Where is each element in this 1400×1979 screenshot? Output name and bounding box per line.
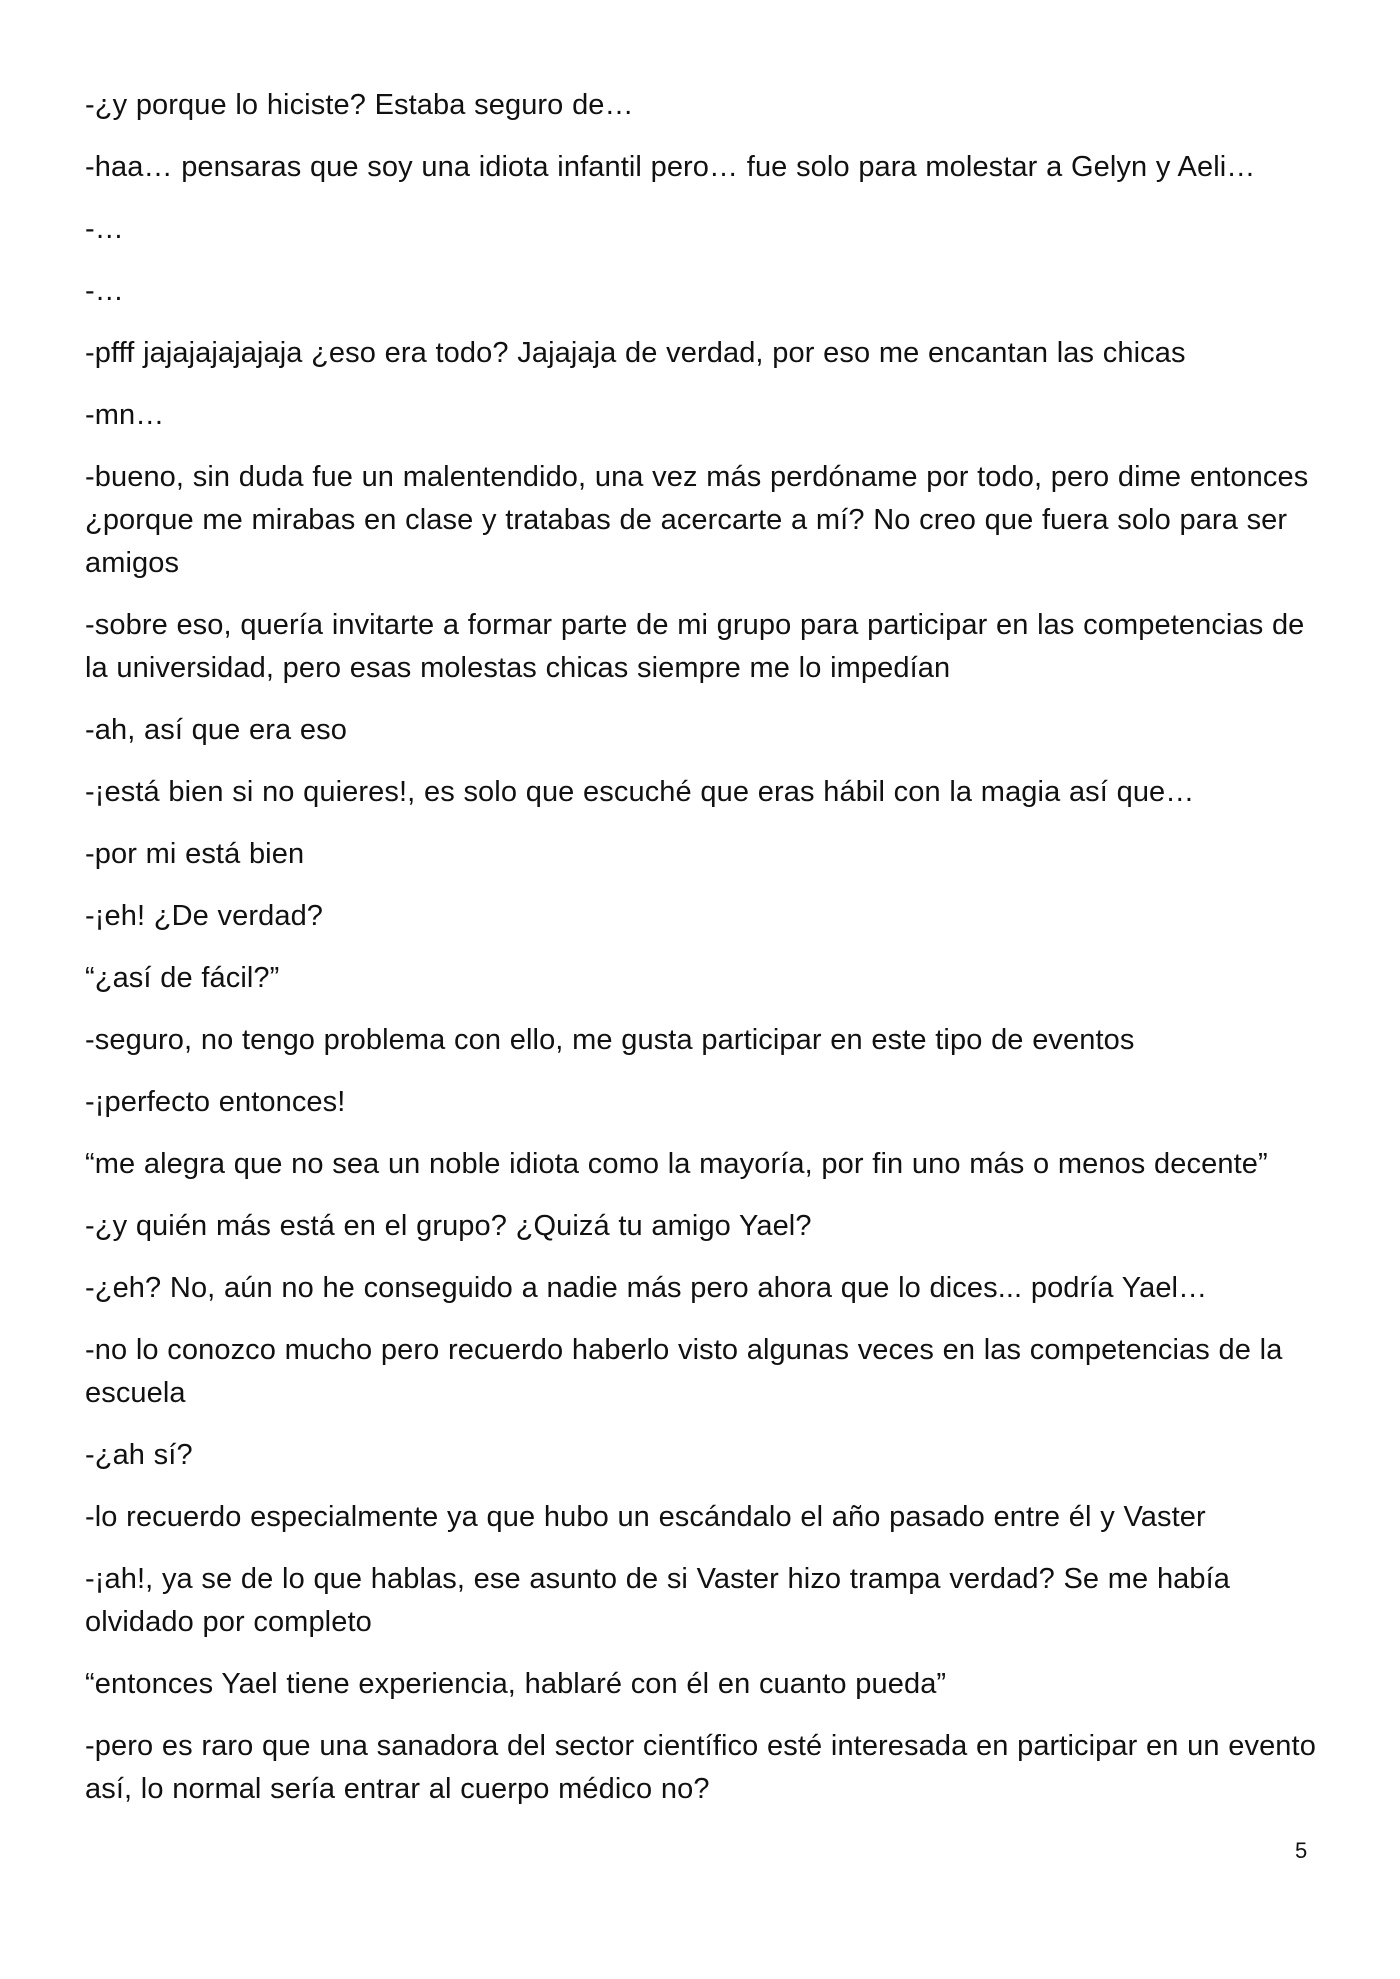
dialogue-line: -¡ah!, ya se de lo que hablas, ese asunto de si Vaster hizo trampa verdad? Se me había olvidado por completo	[85, 1563, 1231, 1638]
dialogue-line: -por mi está bien	[85, 838, 305, 870]
dialogue-line: -¡está bien si no quieres!, es solo que escuché que eras hábil con la magia así que…	[85, 776, 1195, 808]
dialogue-line: -…	[85, 213, 124, 245]
dialogue-line: -ah, así que era eso	[85, 714, 347, 746]
dialogue-line: -¡eh! ¿De verdad?	[85, 900, 324, 932]
dialogue-line: -…	[85, 275, 124, 307]
dialogue-line: -pfff jajajajajajaja ¿eso era todo? Jajajaja de verdad, por eso me encantan las chicas	[85, 337, 1186, 369]
dialogue-line: -¿ah sí?	[85, 1439, 193, 1471]
dialogue-line: -¿y porque lo hiciste? Estaba seguro de…	[85, 89, 634, 121]
dialogue-line: -bueno, sin duda fue un malentendido, una vez más perdóname por todo, pero dime entonces ¿porque me mirabas en clase y tratabas de acercarte a mí? No creo que fuera solo para ser amigos	[85, 461, 1309, 579]
dialogue-line: -mn…	[85, 399, 165, 431]
dialogue-line: -no lo conozco mucho pero recuerdo haberlo visto algunas veces en las competencias de la escuela	[85, 1334, 1283, 1409]
dialogue-line: -seguro, no tengo problema con ello, me gusta participar en este tipo de eventos	[85, 1024, 1135, 1056]
page-number: 5	[1295, 1838, 1308, 1863]
thought-line: “¿así de fácil?”	[85, 962, 280, 994]
dialogue-line: -pero es raro que una sanadora del sector científico esté interesada en participar en un evento así, lo normal sería entrar al cuerpo médico no?	[85, 1730, 1316, 1805]
dialogue-line: -¿y quién más está en el grupo? ¿Quizá tu amigo Yael?	[85, 1210, 812, 1242]
dialogue-line: -sobre eso, quería invitarte a formar parte de mi grupo para participar en las competencias de la universidad, pero esas molestas chicas siempre me lo impedían	[85, 609, 1305, 684]
thought-line: “entonces Yael tiene experiencia, hablaré con él en cuanto pueda”	[85, 1668, 947, 1700]
dialogue-line: -¡perfecto entonces!	[85, 1086, 346, 1118]
document-body	[85, 84, 1325, 1830]
dialogue-line: -¿eh? No, aún no he conseguido a nadie más pero ahora que lo dices... podría Yael…	[85, 1272, 1208, 1304]
dialogue-line: -lo recuerdo especialmente ya que hubo un escándalo el año pasado entre él y Vaster	[85, 1501, 1206, 1533]
thought-line: “me alegra que no sea un noble idiota como la mayoría, por fin uno más o menos decente”	[85, 1148, 1268, 1180]
dialogue-line: -haa… pensaras que soy una idiota infantil pero… fue solo para molestar a Gelyn y Aeli…	[85, 151, 1256, 183]
